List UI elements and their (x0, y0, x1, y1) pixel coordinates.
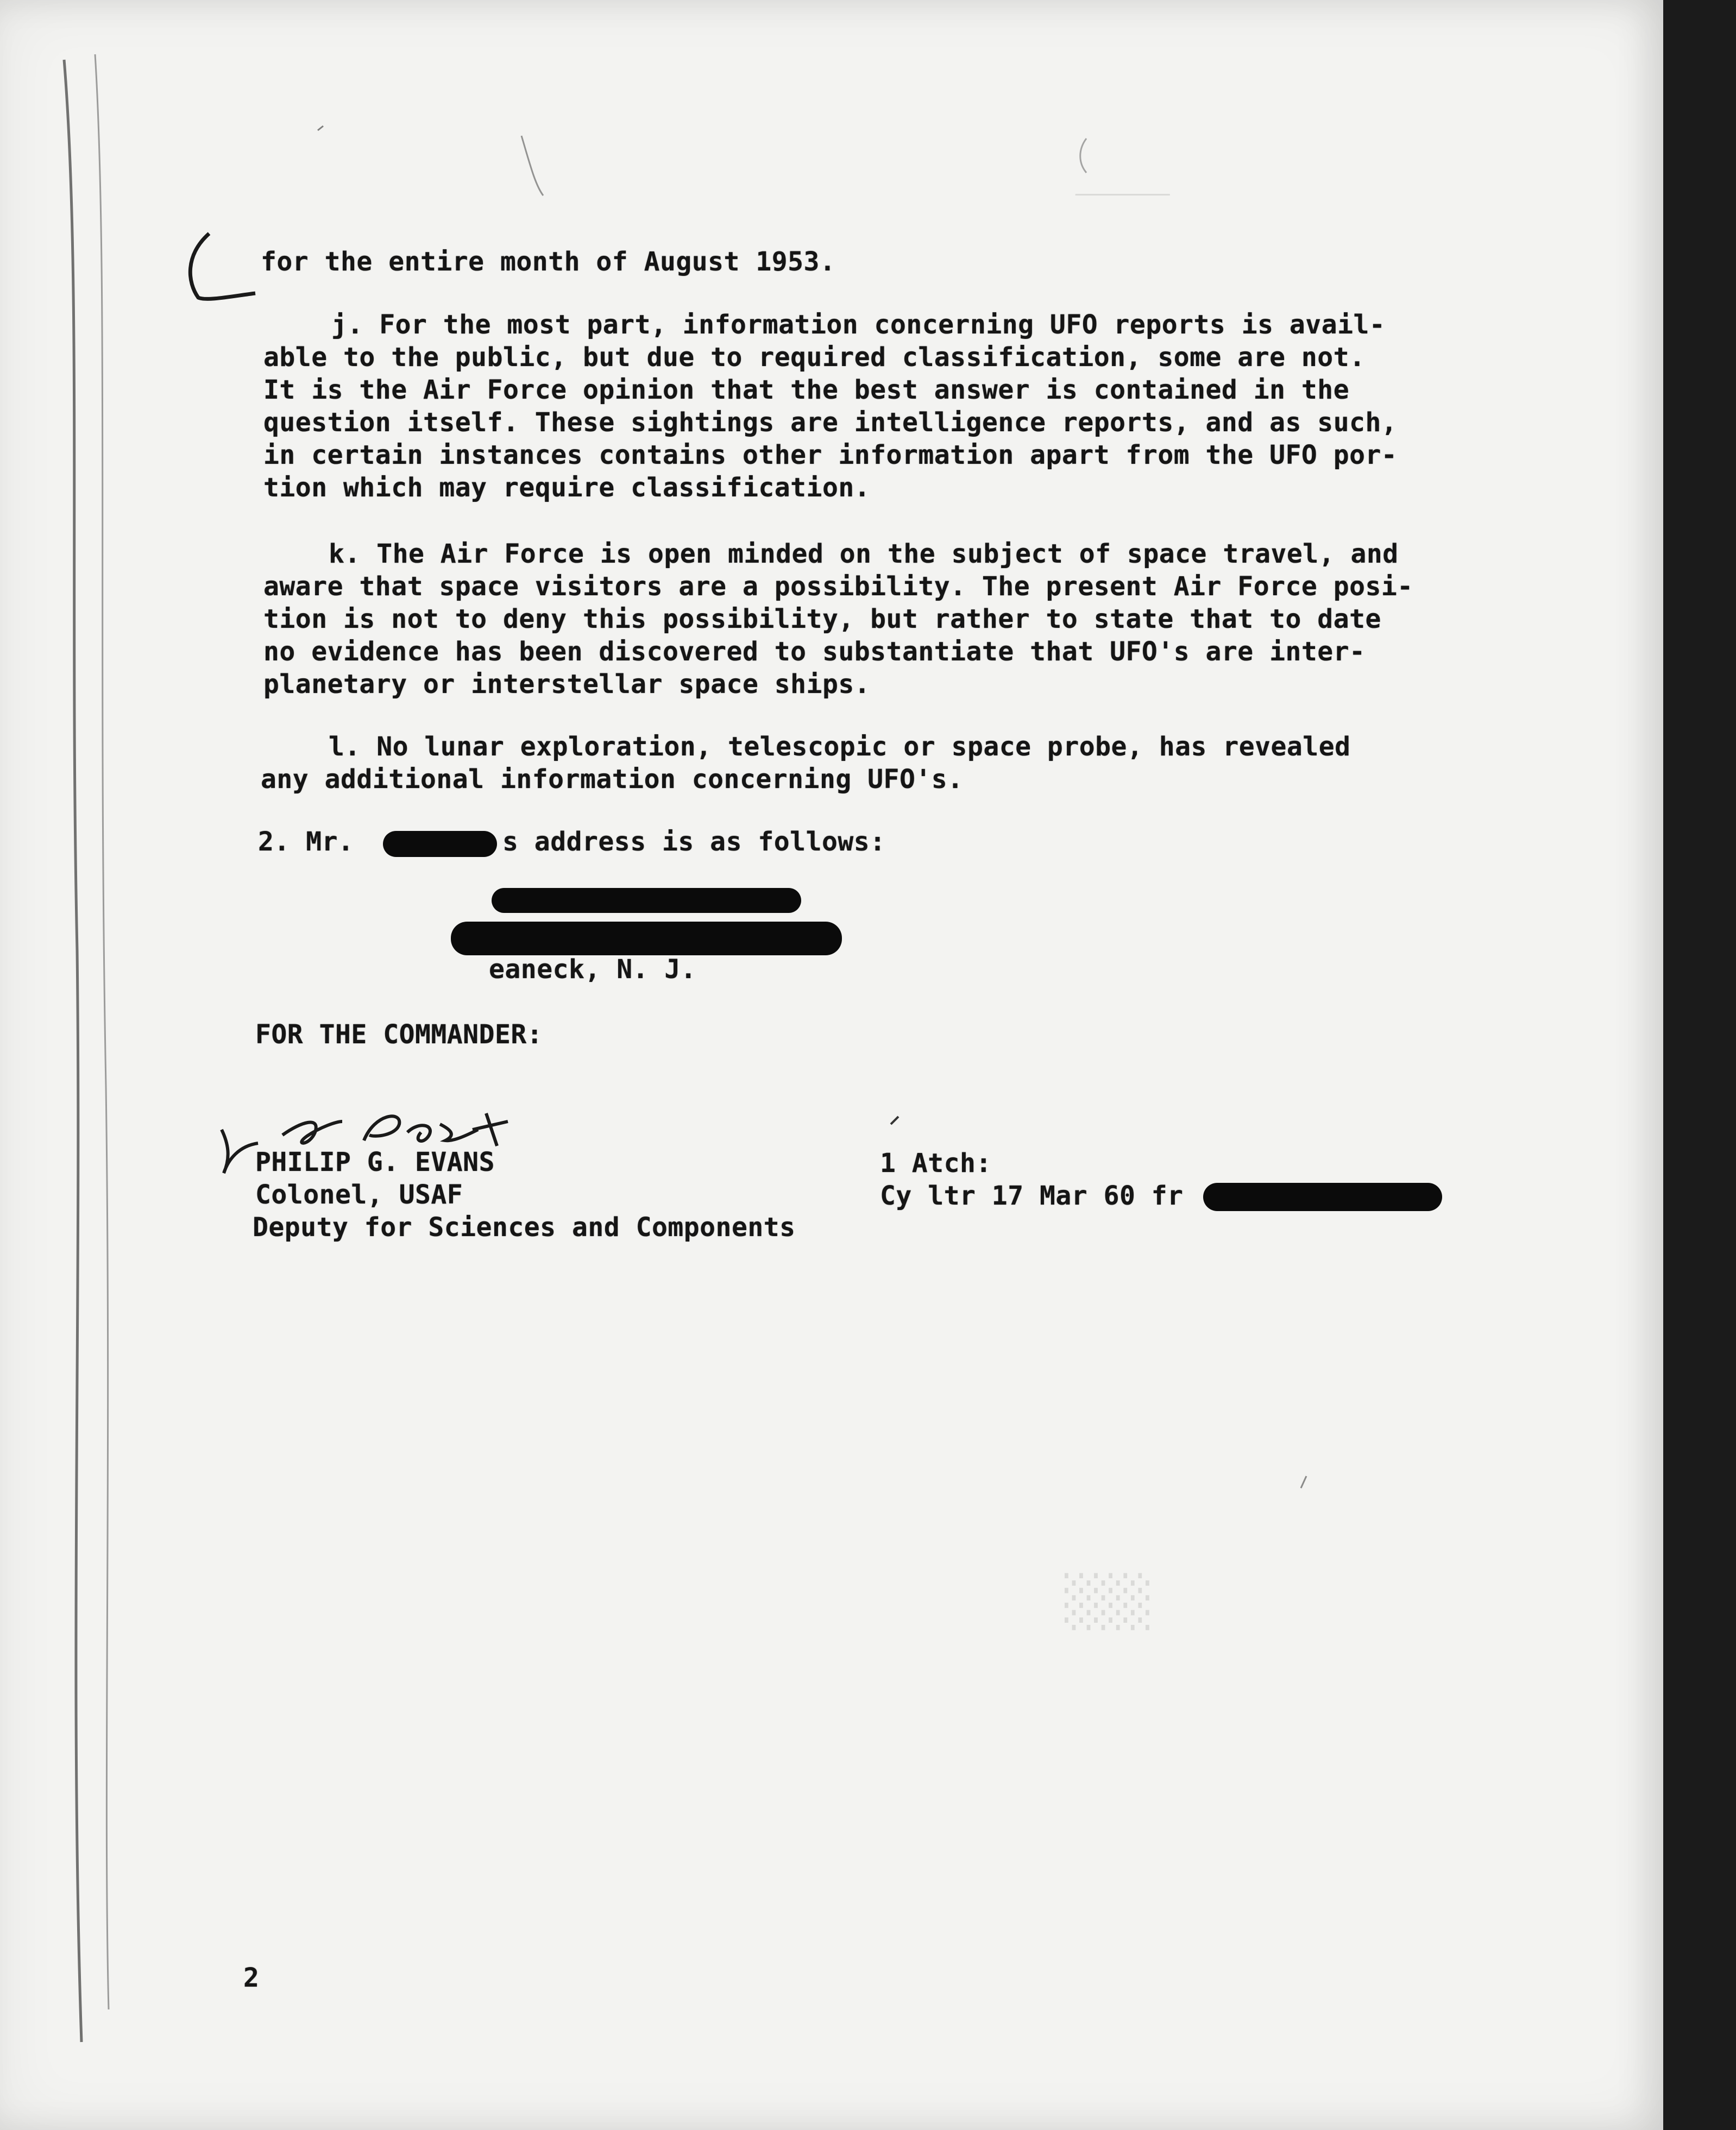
attachment-label: 1 Atch: (880, 1148, 992, 1179)
text-line: for the entire month of August 1953. (261, 247, 836, 277)
signatory-title: Deputy for Sciences and Components (253, 1212, 796, 1243)
paragraph-2-end: s address is as follows: (502, 827, 886, 857)
paragraph-l-line: l. No lunar exploration, telescopic or space probe, has revealed (329, 732, 1351, 762)
paragraph-l-line: any additional information concerning UFO's. (261, 764, 964, 795)
paragraph-k-line: no evidence has been discovered to substantiate that UFO's are inter- (263, 637, 1366, 667)
closing-line: FOR THE COMMANDER: (255, 1019, 543, 1050)
paragraph-j-line: It is the Air Force opinion that the best answer is contained in the (263, 375, 1350, 405)
page-number: 2 (243, 1963, 260, 1993)
redaction-bar (383, 831, 497, 857)
paragraph-j-line: in certain instances contains other information apart from the UFO por- (263, 440, 1398, 470)
redaction-bar (1203, 1183, 1442, 1211)
redaction-bar (451, 922, 842, 955)
address-city-line: eaneck, N. J. (489, 954, 697, 985)
bleed-through-text: ──────── (1075, 184, 1170, 206)
paragraph-k-line: k. The Air Force is open minded on the subject of space travel, and (329, 539, 1399, 569)
paragraph-k-line: aware that space visitors are a possibility. The present Air Force posi- (263, 571, 1413, 602)
paragraph-k-line: planetary or interstellar space ships. (263, 669, 871, 700)
paragraph-k-line: tion is not to deny this possibility, but rather to state that to date (263, 604, 1381, 634)
bleed-through-text: ░░░ (1065, 1573, 1153, 1630)
paragraph-2-start: 2. Mr. (258, 827, 354, 857)
paragraph-j-line: able to the public, but due to required classification, some are not. (263, 342, 1366, 373)
attachment-detail: Cy ltr 17 Mar 60 fr (880, 1181, 1184, 1211)
signatory-name: PHILIP G. EVANS (255, 1147, 495, 1177)
paragraph-j-line: j. For the most part, information concerning UFO reports is avail- (331, 310, 1386, 340)
paragraph-j-line: question itself. These sightings are intelligence reports, and as such, (263, 407, 1398, 438)
paragraph-j-line: tion which may require classification. (263, 472, 871, 503)
signatory-rank: Colonel, USAF (255, 1180, 463, 1210)
redaction-bar (492, 888, 801, 913)
